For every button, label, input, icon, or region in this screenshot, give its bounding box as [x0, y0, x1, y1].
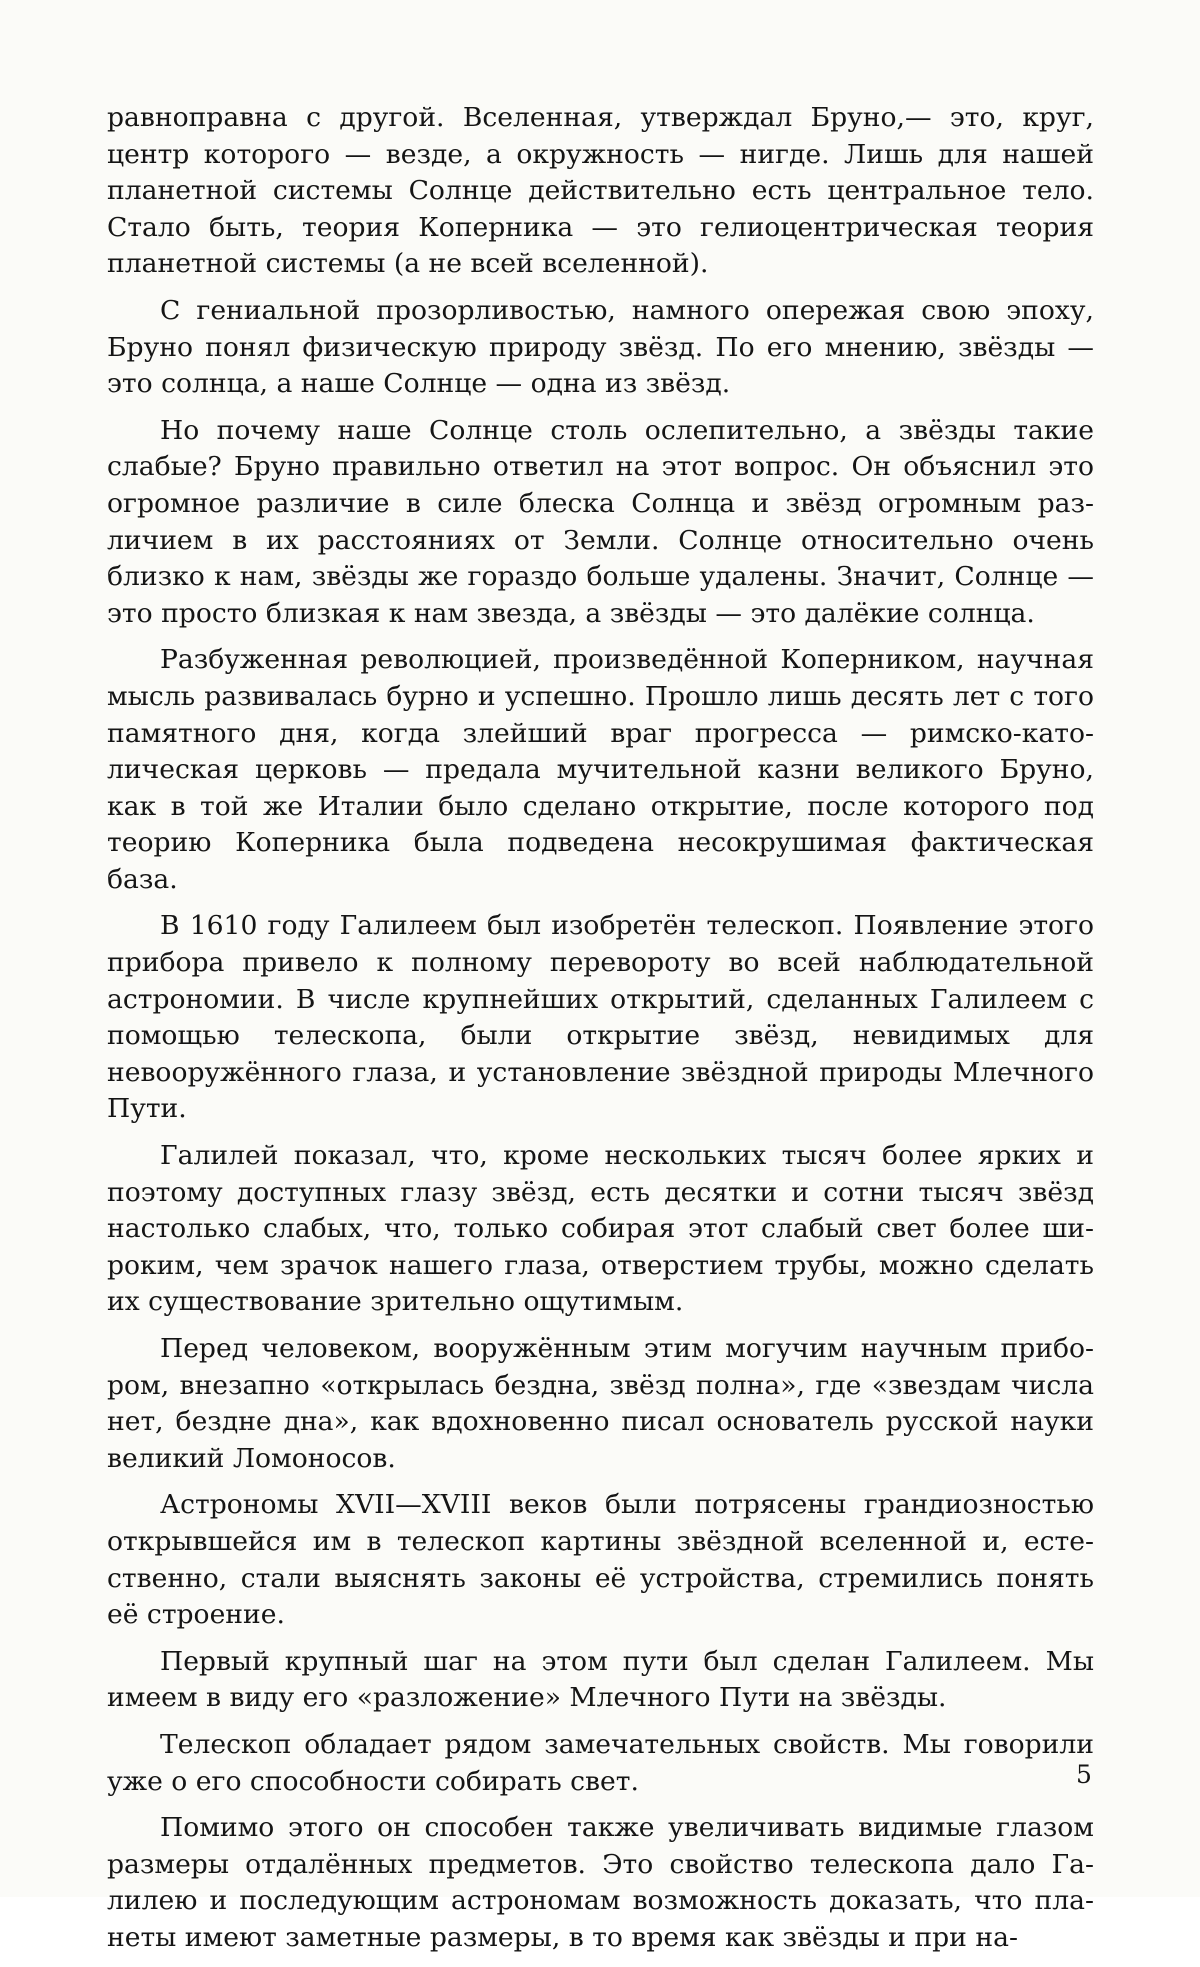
paragraph-3: Но почему наше Солнце столь ослепительно, а звёзды такие слабые? Бруно правильно ответил на этот вопрос. Он объяснил это огромное различие в силе блеска Солнца и звёзд огромным различием в их расстояниях от Земли. Солнце относительно очень близко к нам, звёзды же гораздо больше удалены. Значит, Солнце — это просто близкая к нам звезда, а звёзды — это далёкие солнца.: [107, 414, 1094, 629]
paragraph-10: Телескоп обладает рядом замечательных свойств. Мы говорили уже о его способности собирать свет.: [107, 1728, 1094, 1797]
paragraph-8: Астрономы XVII—XVIII веков были потрясены грандиозностью открывшейся им в телескоп картины звёздной вселенной и, естественно, стали выяснять законы её устройства, стремились понять её строение.: [107, 1489, 1094, 1631]
paragraph-6: Галилей показал, что, кроме нескольких тысяч более ярких и поэтому доступных глазу звёзд, есть десятки и сотни тысяч звёзд настолько слабых, что, только собирая этот слабый свет более широким, чем зрачок нашего глаза, отверстием трубы, можно сделать их существование зрительно ощутимым.: [107, 1140, 1094, 1318]
paragraph-11: Помимо этого он способен также увеличивать видимые глазом размеры отдалённых предметов. Это свойство телескопа дало Галилею и последующим астрономам возможность доказать, что планеты имеют заметные размеры, в то время как звёзды и при на-: [107, 1812, 1094, 1953]
paragraph-9: Первый крупный шаг на этом пути был сделан Галилеем. Мы имеем в виду его «разложение» Млечного Пути на звёзды.: [107, 1645, 1094, 1714]
paragraph-7: Перед человеком, вооружённым этим могучим научным прибором, внезапно «открылась бездна, звёзд полна», где «звездам числа нет, бездне дна», как вдохновенно писал основатель русской науки великий Ломоносов.: [107, 1333, 1094, 1474]
paragraph-5: В 1610 году Галилеем был изобретён телескоп. Появление этого прибора привело к полному перевороту во всей наблюдательной астрономии. В числе крупнейших открытий, сделанных Галилеем с помощью телескопа, были открытие звёзд, невидимых для невооружённого глаза, и установление звёздной природы Млечного Пути.: [107, 910, 1094, 1125]
paragraph-4: Разбуженная революцией, произведённой Коперником, научная мысль развивалась бурно и успешно. Прошло лишь десять лет с того памятного дня, когда злейший враг прогресса — римско-католическая церковь — предала мучительной казни великого Бруно, как в той же Италии было сделано открытие, после которого под теорию Коперника была подведена несокрушимая фактическая база.: [107, 644, 1094, 895]
page-number: 5: [1076, 1760, 1092, 1789]
paragraph-1: равноправна с другой. Вселенная, утверждал Бруно,— это, круг, центр которого — везде, а окружность — нигде. Лишь для нашей планетной системы Солнце действительно есть центральное тело. Стало быть, теория Коперника — это гелиоцентрическая теория планетной системы (а не всей вселенной).: [107, 102, 1094, 280]
body-text: [107, 100, 1094, 1967]
paragraph-2: С гениальной прозорливостью, намного опережая свою эпоху, Бруно понял физическую природу звёзд. По его мнению, звёзды — это солнца, а наше Солнце — одна из звёзд.: [107, 294, 1094, 400]
